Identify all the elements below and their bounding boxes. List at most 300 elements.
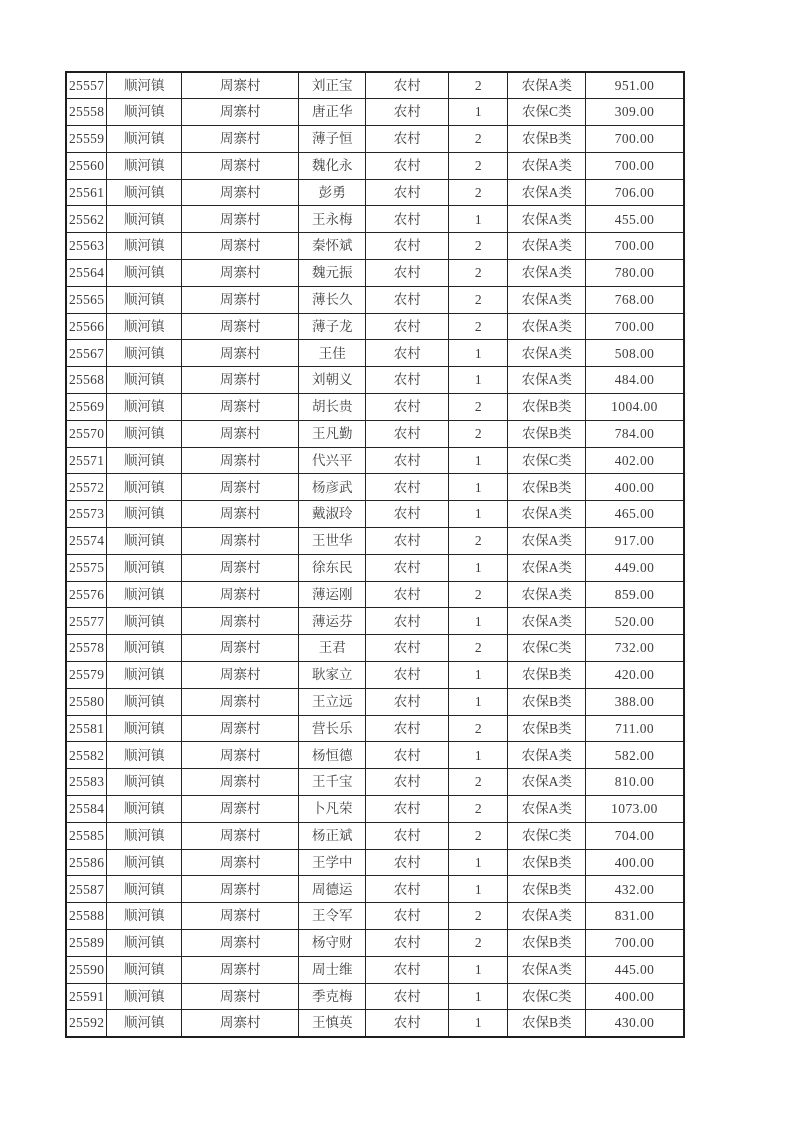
cell-village: 周寨村 [182, 769, 299, 796]
cell-name: 王令军 [299, 903, 366, 930]
table-row [66, 72, 684, 99]
cell-town: 顺河镇 [107, 635, 182, 662]
cell-village: 周寨村 [182, 1010, 299, 1037]
cell-insurance-class: 农保A类 [508, 769, 586, 796]
cell-amount: 732.00 [586, 635, 684, 662]
cell-town: 顺河镇 [107, 260, 182, 287]
cell-name: 徐东民 [299, 554, 366, 581]
cell-insurance-class: 农保A类 [508, 72, 586, 99]
table-row [66, 340, 684, 367]
cell-id: 25567 [66, 340, 107, 367]
cell-count: 2 [449, 930, 508, 957]
cell-area-type: 农村 [366, 367, 449, 394]
cell-name: 戴淑玲 [299, 501, 366, 528]
table-row [66, 420, 684, 447]
cell-name: 杨彦武 [299, 474, 366, 501]
cell-village: 周寨村 [182, 796, 299, 823]
table-row [66, 474, 684, 501]
table-row [66, 179, 684, 206]
cell-insurance-class: 农保A类 [508, 608, 586, 635]
cell-id: 25586 [66, 849, 107, 876]
cell-town: 顺河镇 [107, 715, 182, 742]
cell-town: 顺河镇 [107, 956, 182, 983]
cell-area-type: 农村 [366, 956, 449, 983]
cell-amount: 465.00 [586, 501, 684, 528]
cell-name: 薄子龙 [299, 313, 366, 340]
cell-count: 2 [449, 822, 508, 849]
cell-name: 王慎英 [299, 1010, 366, 1037]
cell-name: 季克梅 [299, 983, 366, 1010]
cell-area-type: 农村 [366, 822, 449, 849]
cell-insurance-class: 农保A类 [508, 179, 586, 206]
cell-town: 顺河镇 [107, 206, 182, 233]
cell-town: 顺河镇 [107, 286, 182, 313]
cell-insurance-class: 农保A类 [508, 903, 586, 930]
cell-town: 顺河镇 [107, 179, 182, 206]
cell-village: 周寨村 [182, 501, 299, 528]
table-row [66, 394, 684, 421]
table-row [66, 581, 684, 608]
cell-village: 周寨村 [182, 340, 299, 367]
cell-amount: 400.00 [586, 849, 684, 876]
cell-insurance-class: 农保A类 [508, 152, 586, 179]
cell-name: 胡长贵 [299, 394, 366, 421]
table-row [66, 447, 684, 474]
cell-village: 周寨村 [182, 715, 299, 742]
cell-id: 25563 [66, 233, 107, 260]
cell-area-type: 农村 [366, 608, 449, 635]
table-body [66, 72, 684, 1037]
table-row [66, 206, 684, 233]
cell-count: 2 [449, 635, 508, 662]
cell-amount: 402.00 [586, 447, 684, 474]
cell-count: 1 [449, 956, 508, 983]
table-row [66, 286, 684, 313]
table-row [66, 554, 684, 581]
cell-area-type: 农村 [366, 715, 449, 742]
cell-name: 杨恒德 [299, 742, 366, 769]
cell-amount: 400.00 [586, 474, 684, 501]
cell-count: 2 [449, 286, 508, 313]
cell-count: 2 [449, 126, 508, 153]
cell-id: 25584 [66, 796, 107, 823]
cell-insurance-class: 农保A类 [508, 313, 586, 340]
cell-name: 魏元振 [299, 260, 366, 287]
cell-town: 顺河镇 [107, 152, 182, 179]
cell-amount: 455.00 [586, 206, 684, 233]
cell-count: 1 [449, 849, 508, 876]
cell-count: 2 [449, 233, 508, 260]
table-row [66, 715, 684, 742]
cell-amount: 449.00 [586, 554, 684, 581]
cell-area-type: 农村 [366, 796, 449, 823]
cell-insurance-class: 农保B类 [508, 688, 586, 715]
cell-id: 25579 [66, 662, 107, 689]
cell-name: 王凡勤 [299, 420, 366, 447]
cell-id: 25565 [66, 286, 107, 313]
cell-town: 顺河镇 [107, 72, 182, 99]
cell-name: 刘正宝 [299, 72, 366, 99]
cell-town: 顺河镇 [107, 930, 182, 957]
cell-area-type: 农村 [366, 903, 449, 930]
cell-name: 王学中 [299, 849, 366, 876]
cell-amount: 831.00 [586, 903, 684, 930]
table-row [66, 260, 684, 287]
cell-id: 25557 [66, 72, 107, 99]
cell-name: 刘朝义 [299, 367, 366, 394]
cell-town: 顺河镇 [107, 528, 182, 555]
cell-id: 25560 [66, 152, 107, 179]
cell-insurance-class: 农保A类 [508, 367, 586, 394]
cell-village: 周寨村 [182, 260, 299, 287]
cell-id: 25582 [66, 742, 107, 769]
cell-insurance-class: 农保C类 [508, 635, 586, 662]
cell-name: 秦怀斌 [299, 233, 366, 260]
cell-area-type: 农村 [366, 849, 449, 876]
cell-count: 1 [449, 501, 508, 528]
cell-insurance-class: 农保A类 [508, 581, 586, 608]
cell-area-type: 农村 [366, 635, 449, 662]
cell-village: 周寨村 [182, 876, 299, 903]
cell-village: 周寨村 [182, 152, 299, 179]
cell-area-type: 农村 [366, 233, 449, 260]
cell-count: 1 [449, 876, 508, 903]
cell-amount: 400.00 [586, 983, 684, 1010]
cell-amount: 432.00 [586, 876, 684, 903]
cell-name: 王佳 [299, 340, 366, 367]
cell-village: 周寨村 [182, 367, 299, 394]
cell-town: 顺河镇 [107, 662, 182, 689]
cell-count: 2 [449, 715, 508, 742]
cell-village: 周寨村 [182, 72, 299, 99]
table-row [66, 501, 684, 528]
cell-town: 顺河镇 [107, 608, 182, 635]
cell-count: 2 [449, 260, 508, 287]
cell-id: 25585 [66, 822, 107, 849]
cell-village: 周寨村 [182, 206, 299, 233]
cell-amount: 388.00 [586, 688, 684, 715]
cell-insurance-class: 农保C类 [508, 822, 586, 849]
cell-name: 王永梅 [299, 206, 366, 233]
cell-id: 25580 [66, 688, 107, 715]
cell-area-type: 农村 [366, 1010, 449, 1037]
cell-town: 顺河镇 [107, 903, 182, 930]
cell-town: 顺河镇 [107, 313, 182, 340]
cell-count: 2 [449, 179, 508, 206]
cell-area-type: 农村 [366, 126, 449, 153]
cell-insurance-class: 农保B类 [508, 715, 586, 742]
cell-insurance-class: 农保C类 [508, 983, 586, 1010]
cell-area-type: 农村 [366, 313, 449, 340]
cell-id: 25588 [66, 903, 107, 930]
cell-village: 周寨村 [182, 930, 299, 957]
cell-insurance-class: 农保A类 [508, 956, 586, 983]
cell-area-type: 农村 [366, 983, 449, 1010]
cell-name: 薄运刚 [299, 581, 366, 608]
cell-name: 王千宝 [299, 769, 366, 796]
cell-count: 2 [449, 72, 508, 99]
cell-area-type: 农村 [366, 72, 449, 99]
cell-count: 1 [449, 662, 508, 689]
cell-id: 25587 [66, 876, 107, 903]
cell-id: 25583 [66, 769, 107, 796]
cell-name: 薄长久 [299, 286, 366, 313]
cell-area-type: 农村 [366, 474, 449, 501]
cell-amount: 700.00 [586, 930, 684, 957]
cell-id: 25566 [66, 313, 107, 340]
cell-id: 25590 [66, 956, 107, 983]
cell-name: 耿家立 [299, 662, 366, 689]
cell-name: 杨正斌 [299, 822, 366, 849]
cell-id: 25573 [66, 501, 107, 528]
cell-area-type: 农村 [366, 99, 449, 126]
cell-amount: 917.00 [586, 528, 684, 555]
cell-village: 周寨村 [182, 662, 299, 689]
table-row [66, 528, 684, 555]
cell-town: 顺河镇 [107, 742, 182, 769]
cell-insurance-class: 农保A类 [508, 233, 586, 260]
cell-id: 25570 [66, 420, 107, 447]
cell-area-type: 农村 [366, 260, 449, 287]
cell-amount: 1004.00 [586, 394, 684, 421]
cell-village: 周寨村 [182, 126, 299, 153]
cell-village: 周寨村 [182, 554, 299, 581]
cell-area-type: 农村 [366, 286, 449, 313]
cell-area-type: 农村 [366, 340, 449, 367]
cell-town: 顺河镇 [107, 849, 182, 876]
cell-insurance-class: 农保B类 [508, 126, 586, 153]
cell-village: 周寨村 [182, 581, 299, 608]
cell-area-type: 农村 [366, 930, 449, 957]
cell-town: 顺河镇 [107, 233, 182, 260]
cell-town: 顺河镇 [107, 983, 182, 1010]
cell-village: 周寨村 [182, 956, 299, 983]
cell-amount: 704.00 [586, 822, 684, 849]
cell-village: 周寨村 [182, 903, 299, 930]
cell-insurance-class: 农保A类 [508, 286, 586, 313]
table-row [66, 367, 684, 394]
cell-name: 彭勇 [299, 179, 366, 206]
cell-count: 1 [449, 206, 508, 233]
table-row [66, 126, 684, 153]
cell-count: 1 [449, 99, 508, 126]
cell-village: 周寨村 [182, 688, 299, 715]
cell-name: 周德运 [299, 876, 366, 903]
cell-town: 顺河镇 [107, 822, 182, 849]
cell-name: 代兴平 [299, 447, 366, 474]
cell-amount: 420.00 [586, 662, 684, 689]
cell-village: 周寨村 [182, 233, 299, 260]
cell-insurance-class: 农保B类 [508, 474, 586, 501]
cell-village: 周寨村 [182, 286, 299, 313]
cell-insurance-class: 农保C类 [508, 99, 586, 126]
cell-id: 25569 [66, 394, 107, 421]
table-row [66, 876, 684, 903]
cell-id: 25592 [66, 1010, 107, 1037]
cell-insurance-class: 农保B类 [508, 394, 586, 421]
cell-area-type: 农村 [366, 420, 449, 447]
cell-amount: 1073.00 [586, 796, 684, 823]
cell-town: 顺河镇 [107, 796, 182, 823]
cell-village: 周寨村 [182, 420, 299, 447]
cell-count: 1 [449, 367, 508, 394]
cell-insurance-class: 农保A类 [508, 554, 586, 581]
cell-amount: 810.00 [586, 769, 684, 796]
cell-amount: 309.00 [586, 99, 684, 126]
cell-town: 顺河镇 [107, 394, 182, 421]
table-row [66, 849, 684, 876]
cell-count: 1 [449, 688, 508, 715]
cell-name: 王君 [299, 635, 366, 662]
cell-amount: 951.00 [586, 72, 684, 99]
cell-town: 顺河镇 [107, 581, 182, 608]
cell-id: 25574 [66, 528, 107, 555]
cell-count: 1 [449, 983, 508, 1010]
cell-amount: 445.00 [586, 956, 684, 983]
cell-insurance-class: 农保A类 [508, 206, 586, 233]
cell-town: 顺河镇 [107, 420, 182, 447]
cell-insurance-class: 农保A类 [508, 742, 586, 769]
cell-count: 1 [449, 447, 508, 474]
cell-area-type: 农村 [366, 501, 449, 528]
table-row [66, 903, 684, 930]
cell-village: 周寨村 [182, 608, 299, 635]
cell-count: 1 [449, 554, 508, 581]
cell-count: 2 [449, 528, 508, 555]
cell-count: 1 [449, 474, 508, 501]
cell-count: 1 [449, 608, 508, 635]
cell-name: 周士维 [299, 956, 366, 983]
cell-insurance-class: 农保A类 [508, 260, 586, 287]
cell-area-type: 农村 [366, 447, 449, 474]
cell-amount: 706.00 [586, 179, 684, 206]
cell-insurance-class: 农保A类 [508, 528, 586, 555]
cell-amount: 711.00 [586, 715, 684, 742]
table-row [66, 99, 684, 126]
cell-area-type: 农村 [366, 581, 449, 608]
cell-village: 周寨村 [182, 849, 299, 876]
cell-id: 25591 [66, 983, 107, 1010]
cell-name: 薄子恒 [299, 126, 366, 153]
cell-insurance-class: 农保A类 [508, 796, 586, 823]
cell-count: 2 [449, 581, 508, 608]
cell-count: 1 [449, 340, 508, 367]
table-row [66, 635, 684, 662]
cell-count: 2 [449, 796, 508, 823]
cell-insurance-class: 农保B类 [508, 849, 586, 876]
cell-insurance-class: 农保B类 [508, 420, 586, 447]
cell-amount: 520.00 [586, 608, 684, 635]
cell-amount: 784.00 [586, 420, 684, 447]
cell-village: 周寨村 [182, 313, 299, 340]
cell-id: 25562 [66, 206, 107, 233]
cell-count: 2 [449, 394, 508, 421]
table-row [66, 662, 684, 689]
cell-id: 25589 [66, 930, 107, 957]
cell-village: 周寨村 [182, 742, 299, 769]
cell-id: 25561 [66, 179, 107, 206]
cell-insurance-class: 农保A类 [508, 501, 586, 528]
cell-village: 周寨村 [182, 447, 299, 474]
cell-village: 周寨村 [182, 528, 299, 555]
cell-id: 25581 [66, 715, 107, 742]
cell-name: 魏化永 [299, 152, 366, 179]
table-row [66, 313, 684, 340]
cell-town: 顺河镇 [107, 474, 182, 501]
cell-area-type: 农村 [366, 528, 449, 555]
cell-area-type: 农村 [366, 179, 449, 206]
cell-id: 25571 [66, 447, 107, 474]
cell-amount: 484.00 [586, 367, 684, 394]
cell-insurance-class: 农保B类 [508, 930, 586, 957]
cell-id: 25577 [66, 608, 107, 635]
cell-village: 周寨村 [182, 474, 299, 501]
cell-amount: 430.00 [586, 1010, 684, 1037]
table-row [66, 769, 684, 796]
table-row [66, 152, 684, 179]
cell-id: 25558 [66, 99, 107, 126]
cell-count: 2 [449, 313, 508, 340]
cell-id: 25568 [66, 367, 107, 394]
cell-area-type: 农村 [366, 876, 449, 903]
beneficiary-table [65, 71, 685, 1038]
cell-town: 顺河镇 [107, 367, 182, 394]
cell-count: 2 [449, 903, 508, 930]
cell-town: 顺河镇 [107, 769, 182, 796]
table-row [66, 956, 684, 983]
cell-town: 顺河镇 [107, 554, 182, 581]
table-row [66, 608, 684, 635]
cell-name: 卜凡荣 [299, 796, 366, 823]
cell-count: 1 [449, 1010, 508, 1037]
table-row [66, 233, 684, 260]
cell-name: 杨守财 [299, 930, 366, 957]
cell-id: 25578 [66, 635, 107, 662]
cell-area-type: 农村 [366, 688, 449, 715]
cell-count: 2 [449, 152, 508, 179]
cell-town: 顺河镇 [107, 447, 182, 474]
table-row [66, 688, 684, 715]
cell-town: 顺河镇 [107, 340, 182, 367]
cell-amount: 768.00 [586, 286, 684, 313]
cell-village: 周寨村 [182, 99, 299, 126]
cell-name: 王立远 [299, 688, 366, 715]
cell-name: 薄运芬 [299, 608, 366, 635]
cell-insurance-class: 农保B类 [508, 876, 586, 903]
cell-count: 1 [449, 742, 508, 769]
cell-amount: 700.00 [586, 313, 684, 340]
table-row [66, 742, 684, 769]
cell-town: 顺河镇 [107, 99, 182, 126]
cell-insurance-class: 农保B类 [508, 662, 586, 689]
cell-insurance-class: 农保B类 [508, 1010, 586, 1037]
cell-count: 2 [449, 769, 508, 796]
cell-area-type: 农村 [366, 769, 449, 796]
table-row [66, 930, 684, 957]
cell-area-type: 农村 [366, 394, 449, 421]
cell-town: 顺河镇 [107, 126, 182, 153]
cell-insurance-class: 农保A类 [508, 340, 586, 367]
cell-id: 25564 [66, 260, 107, 287]
cell-town: 顺河镇 [107, 688, 182, 715]
table-row [66, 796, 684, 823]
cell-village: 周寨村 [182, 635, 299, 662]
cell-name: 唐正华 [299, 99, 366, 126]
cell-name: 营长乐 [299, 715, 366, 742]
cell-insurance-class: 农保C类 [508, 447, 586, 474]
cell-area-type: 农村 [366, 206, 449, 233]
cell-village: 周寨村 [182, 822, 299, 849]
